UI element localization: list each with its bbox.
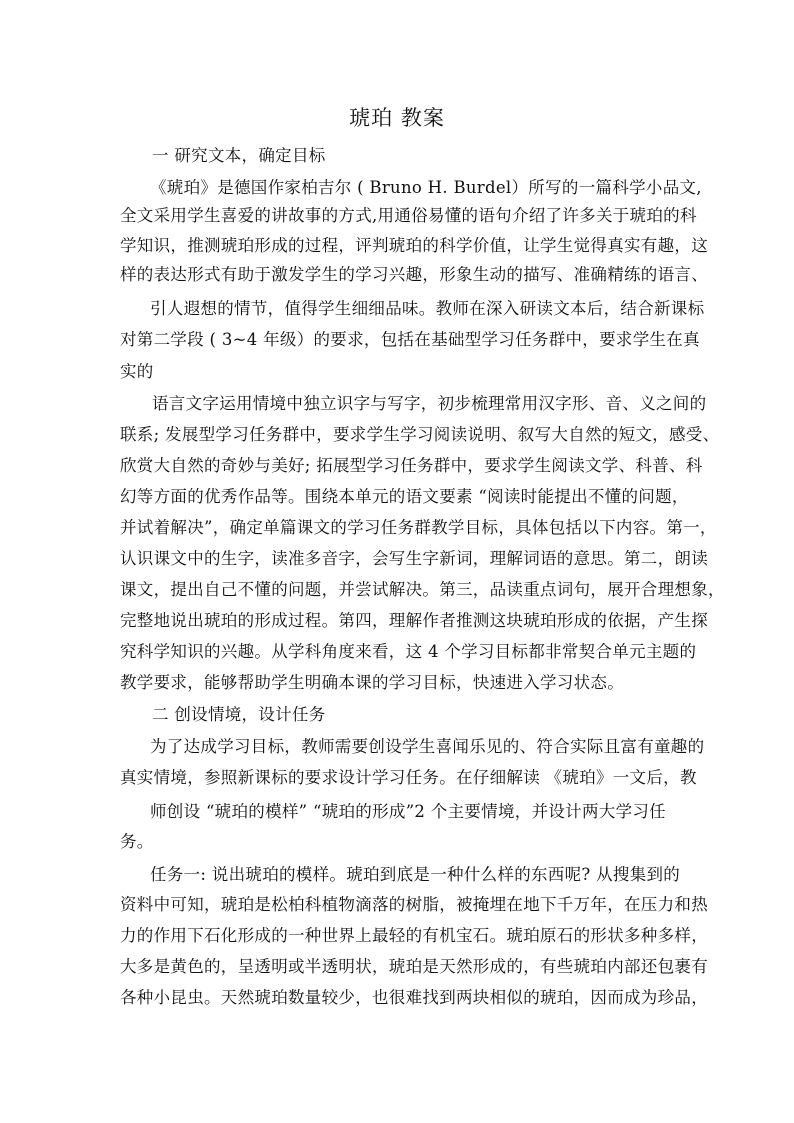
text-line: 对第二学段 ( 3~4 年级）的要求，包括在基础型学习任务群中，要求学生在真 [120,330,700,349]
text-line: 师创设 “琥珀的模样” “琥珀的形成”2 个主要情境，并设计两大学习任 [150,802,666,821]
document-title: 琥珀 教案 [349,106,445,130]
text-line: 课文，提出自己不懂的问题，并尝试解决。第三，品读重点词句，展开合理想象， [120,580,725,599]
text-line: 样的表达形式有助于激发学生的学习兴趣，形象生动的描写、准确精练的语言、 [120,265,708,284]
text-line: 教学要求，能够帮助学生明确本课的学习目标，快速进入学习状态。 [120,673,624,692]
text-line: 学知识，推测琥珀形成的过程，评判琥珀的科学价值，让学生觉得真实有趣，这 [120,236,708,255]
text-line: 引人遐想的情节，值得学生细细品味。教师在深入研读文本后，结合新课标 [150,299,705,318]
text-line: 大多是黄色的，呈透明或半透明状，琥珀是天然形成的，有些琥珀内部还包裹有 [120,957,708,976]
section-heading: 一 研究文本，确定目标 [152,146,326,165]
text-line: 完整地说出琥珀的形成过程。第四，理解作者推测这块琥珀形成的依据，产生探 [120,611,708,630]
text-line: 欣赏大自然的奇妙与美好; 拓展型学习任务群中，要求学生阅读文学、科普、科 [120,456,703,475]
text-line: 任务一: 说出琥珀的模样。琥珀到底是一种什么样的东西呢? 从搜集到的 [150,865,681,884]
text-line: 究科学知识的兴趣。从学科角度来看，这 4 个学习目标都非常契合单元主题的 [120,642,697,661]
text-line: 并试着解决”，确定单篇课文的学习任务群教学目标，具体包括以下内容。第一， [120,518,717,537]
text-line: 认识课文中的生字，读准多音字，会写生字新词，理解词语的意思。第二，朗读 [120,549,708,568]
text-line: 实的 [120,362,154,381]
text-line: 语言文字运用情境中独立识字与写字，初步梳理常用汉字形、音、义之间的 [152,394,707,413]
text-line: 幻等方面的优秀作品等。围绕本单元的语文要素 “阅读时能提出不懂的问题， [120,487,689,506]
section-heading: 二 创设情境，设计任务 [152,705,326,724]
text-line: 力的作用下石化形成的一种世界上最轻的有机宝石。琥珀原石的形状多种多样， [120,926,708,945]
text-line: 为了达成学习目标，教师需要创设学生喜闻乐见的、符合实际且富有童趣的 [150,737,705,756]
text-line: 务。 [120,832,154,851]
text-line: 联系; 发展型学习任务群中，要求学生学习阅读说明、叙写大自然的短文，感受、 [120,425,720,444]
text-line: 资料中可知，琥珀是松柏科植物滴落的树脂，被掩埋在地下千万年，在压力和热 [120,895,708,914]
text-line: 各种小昆虫。天然琥珀数量较少，也很难找到两块相似的琥珀，因而成为珍品， [120,988,708,1007]
text-line: 《琥珀》是德国作家柏吉尔 ( Bruno H. Burdel）所写的一篇科学小品文, [150,178,702,197]
text-line: 全文采用学生喜爱的讲故事的方式,用通俗易懂的语句介绍了许多关于琥珀的科 [120,206,697,225]
text-line: 真实情境，参照新课标的要求设计学习任务。在仔细解读 《琥珀》一文后，教 [120,768,697,787]
